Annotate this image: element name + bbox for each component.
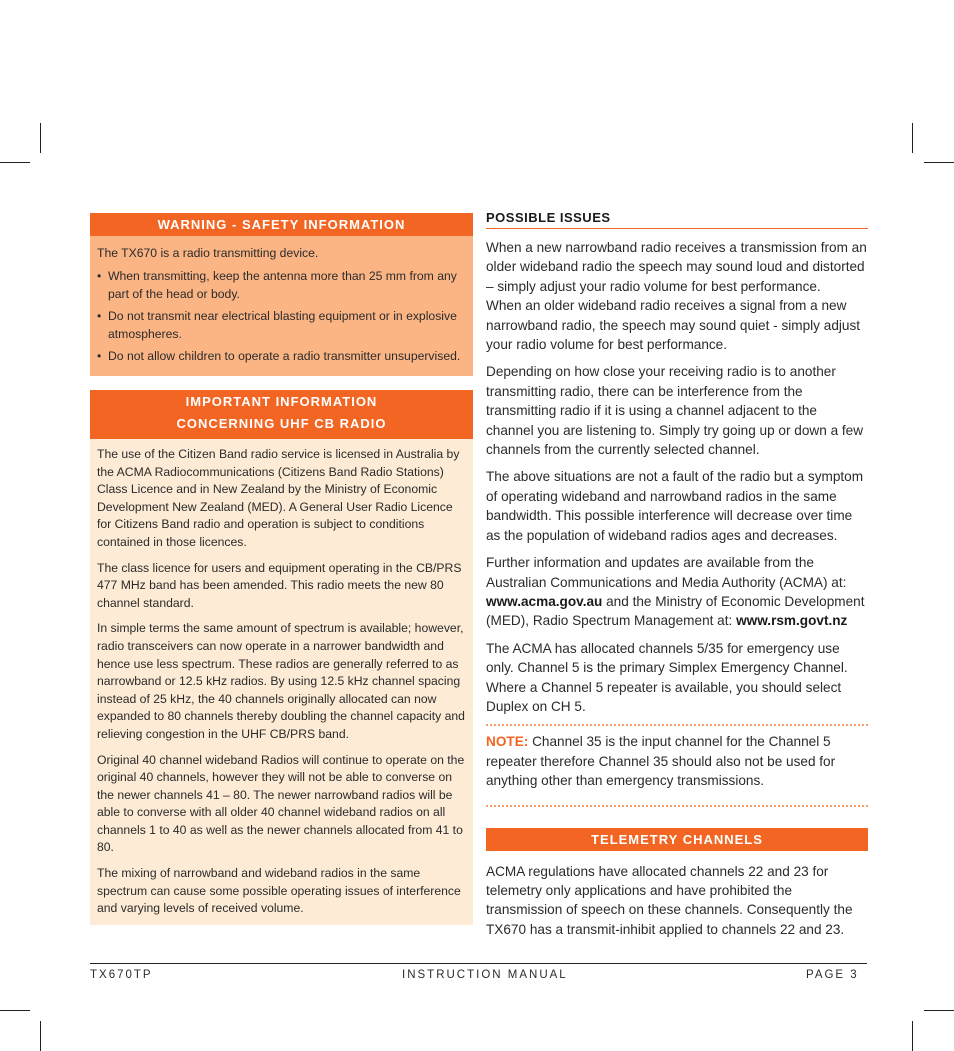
warning-bullet: • When transmitting, keep the antenna more than 25 mm from any part of the head or body.: [97, 269, 457, 301]
crop-mark: [924, 1010, 954, 1011]
footer-title: INSTRUCTION MANUAL: [402, 969, 568, 981]
footer-page-number: PAGE 3: [806, 969, 859, 981]
crop-mark: [40, 1021, 41, 1051]
left-column: [90, 213, 473, 925]
telemetry-paragraph: ACMA regulations have allocated channels 22 and 23 for telemetry only applications and have prohibited the transmission of speech on these channels. Consequently the TX670 has a transmit-inhibit applied to channels 22 and 23.: [486, 863, 853, 937]
warning-heading: WARNING - SAFETY INFORMATION: [90, 213, 473, 236]
crop-mark: [912, 1021, 913, 1051]
crop-mark: [912, 123, 913, 153]
warning-bullet: • Do not transmit near electrical blasting equipment or in explosive atmospheres.: [97, 309, 457, 341]
warning-bullet: • Do not allow children to operate a radio transmitter unsupervised.: [97, 349, 461, 363]
bullet-icon: •: [97, 269, 102, 283]
right-column: [486, 210, 868, 947]
issues-paragraph: Depending on how close your receiving radio is to another transmitting radio, there can be interference from the transmitting radio if it is using a channel adjacent to the channel you are listening to. Simply try going up or down a few channels from the currently selected channel.: [486, 364, 864, 458]
acma-link: www.acma.gov.au: [486, 593, 603, 609]
crop-mark: [40, 123, 41, 153]
bullet-icon: •: [97, 309, 102, 323]
issues-paragraph: When a new narrowband radio receives a transmission from an older wideband radio the speech may sound loud and distorted – simply adjust your radio volume for best performance. When an older wideband radio receives a signal from a new narrowband radio, the speech may sound quiet - simply adjust your radio volume for best performance.: [486, 240, 867, 353]
crop-mark: [0, 162, 30, 163]
important-heading: [90, 390, 473, 439]
info-paragraph: The mixing of narrowband and wideband radios in the same spectrum can cause some possible operating issues of interference and varying levels of received volume.: [97, 866, 461, 916]
rsm-link: www.rsm.govt.nz: [736, 613, 848, 629]
crop-mark: [0, 1010, 30, 1011]
issues-paragraph: The ACMA has allocated channels 5/35 for emergency use only. Channel 5 is the primary Simplex Emergency Channel. Where a Channel 5 repeater is available, you should select Duplex on CH 5.: [486, 640, 848, 714]
dotted-divider: [486, 805, 868, 807]
issues-paragraph: Further information and updates are available from the Australian Communications and Media Authority (ACMA) at: www.acma.gov.au and the Ministry of Economic Development (MED), Radio Spectrum Management at: www.rsm.govt.nz: [486, 555, 865, 629]
note-text: Channel 35 is the input channel for the Channel 5 repeater therefore Channel 35 should also not be used for anything other than emergency transmissions.: [486, 734, 836, 789]
telemetry-heading: TELEMETRY CHANNELS: [486, 828, 868, 851]
info-paragraph: Original 40 channel wideband Radios will continue to operate on the original 40 channels, however they will not be able to converse on the newer channels 41 – 80. The newer narrowband radios will be able to converse with all older 40 channel wideband radios on all channels 1 to 40 as well as the newer channels allocated from 41 to 80.: [97, 752, 465, 855]
note-box: [486, 726, 868, 796]
important-heading-line1: IMPORTANT INFORMATION: [185, 394, 378, 409]
note-label: NOTE:: [486, 734, 529, 750]
important-info-box: [90, 439, 473, 925]
possible-issues-heading: POSSIBLE ISSUES: [486, 210, 868, 229]
info-paragraph: In simple terms the same amount of spectrum is available; however, radio transceivers can now operate in a narrower bandwidth and hence use less spectrum. These radios are generally referred to as narrowband or 12.5 kHz radios. By using 12.5 kHz channel spacing instead of 25 kHz, the 40 channels originally allocated can now expanded to 80 channels thereby doubling the channel capacity and relieving congestion in the UHF CB/PRS band.: [97, 621, 465, 741]
info-paragraph: The use of the Citizen Band radio service is licensed in Australia by the ACMA Radiocommunications (Citizens Band Radio Stations) Class Licence and in New Zealand by the Ministry of Economic Development New Zealand (MED). A General User Radio Licence for Citizens Band radio and operation is subject to conditions contained in those licences.: [97, 447, 460, 549]
footer-rule: [90, 963, 867, 964]
important-heading-line2: CONCERNING UHF CB RADIO: [176, 416, 387, 431]
info-paragraph: The class licence for users and equipment operating in the CB/PRS 477 MHz band has been amended. This radio meets the new 80 channel standard.: [97, 560, 462, 610]
warning-intro: The TX670 is a radio transmitting device.: [97, 246, 319, 260]
crop-mark: [924, 162, 954, 163]
footer-model: TX670TP: [90, 969, 153, 981]
bullet-icon: •: [97, 349, 102, 363]
warning-box: [90, 236, 473, 376]
issues-paragraph: The above situations are not a fault of the radio but a symptom of operating wideband and narrowband radios in the same bandwidth. This possible interference will decrease over time as the population of wideband radios ages and decreases.: [486, 469, 864, 543]
